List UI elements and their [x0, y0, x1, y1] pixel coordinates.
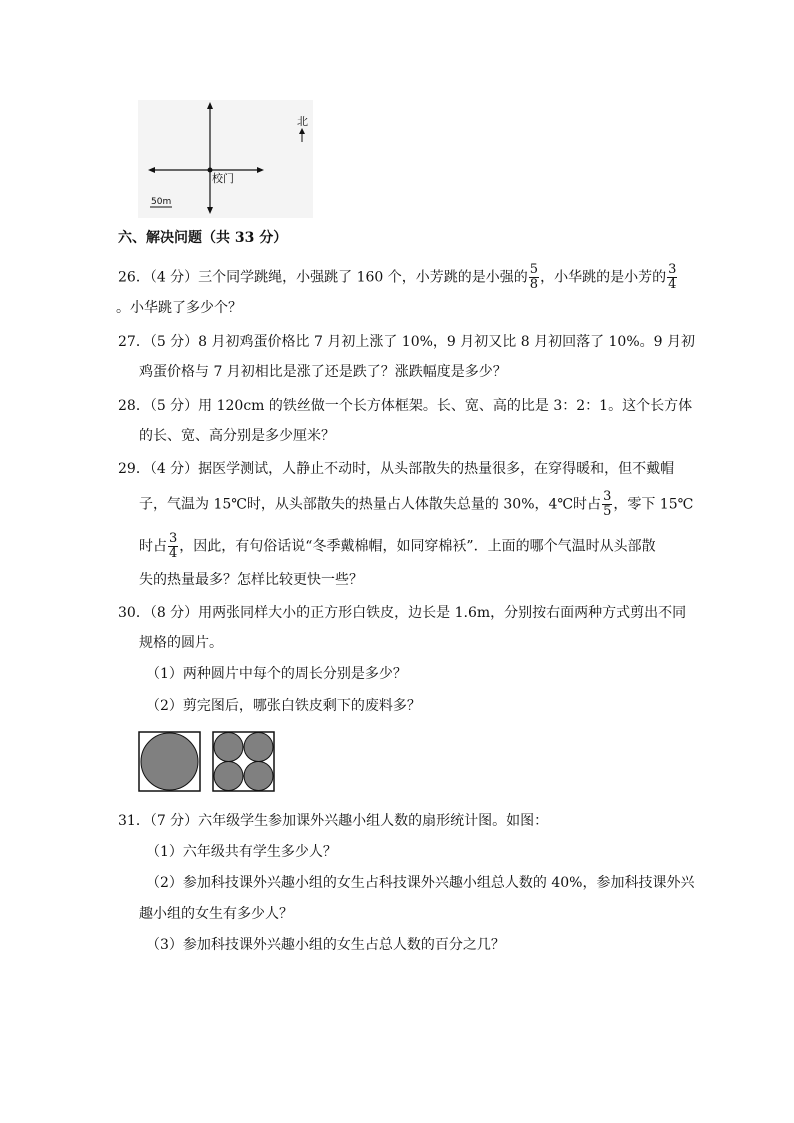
q30-sub2: （2）剪完图后，哪张白铁皮剩下的废料多？	[146, 698, 421, 714]
q27-line2: 鸡蛋价格与 7 月初相比是涨了还是跌了？涨跌幅度是多少？	[139, 364, 507, 380]
q28-line2: 的长、宽、高分别是多少厘米？	[139, 428, 335, 444]
q26-line2: 。小华跳了多少个？	[116, 300, 242, 316]
q29-line4: 失的热量最多？怎样比较更快一些？	[139, 572, 363, 588]
q31-sub3: （3）参加科技课外兴趣小组的女生占总人数的百分之几？	[146, 937, 505, 953]
circle-cutting-figure	[138, 730, 278, 794]
scale-label: 50m	[151, 197, 172, 207]
small-circle	[214, 733, 243, 762]
section-title: 六、解决问题（共 33 分）	[118, 230, 288, 246]
q30-line1: 30．（8 分）用两张同样大小的正方形白铁皮，边长是 1.6m，分别按右面两种方式剪出不同	[118, 605, 687, 621]
q29-line3: 时占 $\frac{3}{4}$ ，因此，有句俗话说“冬季戴棉帽，如同穿棉袄”．上面的哪个气温时从头部散	[139, 531, 656, 561]
q28-line1: 28．（5 分）用 120cm 的铁丝做一个长方体框架。长、宽、高的比是 3：2：1。这个长方体	[118, 398, 693, 414]
fraction-3-5: $\frac{3}{5}$	[603, 489, 612, 519]
q30-line2: 规格的圆片。	[139, 635, 223, 651]
fraction-3-4: $\frac{3}{4}$	[668, 262, 677, 292]
q29-line1: 29．（4 分）据医学测试，人静止不动时，从头部散失的热量很多，在穿得暖和，但不戴帽	[118, 461, 675, 477]
small-circle	[244, 762, 273, 791]
q30-sub1: （1）两种圆片中每个的周长分别是多少？	[146, 666, 407, 682]
fraction-3-4-b: $\frac{3}{4}$	[169, 531, 178, 561]
school-gate-map	[138, 100, 313, 218]
q31-sub2a: （2）参加科技课外兴趣小组的女生占科技课外兴趣小组总人数的 40%，参加科技课外兴	[146, 875, 695, 891]
q27-line1: 27．（5 分）8 月初鸡蛋价格比 7 月初上涨了 10%，9 月初又比 8 月初回落了 10%。9 月初	[118, 334, 695, 350]
q29-line2: 子，气温为 15℃时，从头部散失的热量占人体散失总量的 30%，4℃时占 $\frac{3}{5}$ ，零下 15℃	[139, 489, 694, 519]
fraction-5-8: $\frac{5}{8}$	[529, 262, 539, 292]
north-label: 北	[297, 115, 308, 128]
q31-sub2b: 趣小组的女生有多少人？	[139, 906, 293, 922]
small-circle	[244, 733, 273, 762]
small-circle	[214, 762, 243, 791]
q31-line1: 31．（7 分）六年级学生参加课外兴趣小组人数的扇形统计图。如图：	[118, 813, 549, 829]
gate-label: 校门	[212, 172, 234, 185]
q31-sub1: （1）六年级共有学生多少人？	[146, 844, 337, 860]
q26-line1: 26．（4 分）三个同学跳绳，小强跳了 160 个，小芳跳的是小强的 $\frac{5}{8}$ ，小华跳的是小芳的 $\frac{3}{4}$	[118, 262, 677, 292]
large-circle	[141, 733, 198, 790]
